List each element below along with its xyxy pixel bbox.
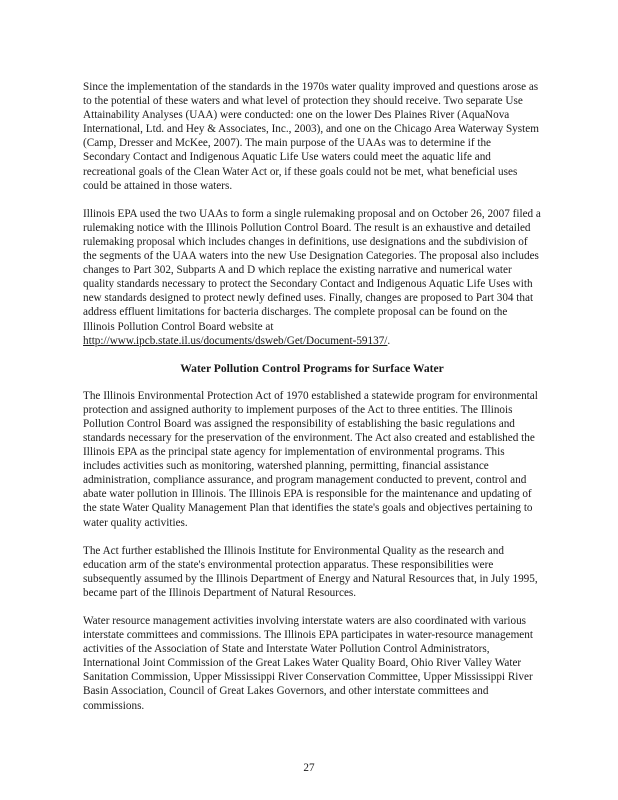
uaa-paragraph: Since the implementation of the standards in the 1970s water quality improved and questions arose as to the potential of these waters and what level of protection they should receive. Two separate Use Attainability Analyses (UAA) were conducted: one on the lower Des Plaines River (AquaNova International, Ltd. and Hey & Associates, Inc., 2003), and one on the Chicago Area Waterway System (Camp, Dresser and McKee, 2007). The main purpose of the UAAs was to determine if the Secondary Contact and Indigenous Aquatic Life Use waters could meet the aquatic life and recreational goals of the Clean Water Act or, if these goals could not be met, what beneficial uses could be attained in those waters.: [83, 81, 539, 192]
rulemaking-end: .: [387, 334, 391, 347]
institute-paragraph: The Act further established the Illinois Institute for Environmental Quality as the research and education arm of the state's environmental protection apparatus. These responsibilities were subsequently assumed by the Illinois Department of Energy and Natural Resources that, in July 1995, became part of the Illinois Department of Natural Resources.: [83, 544, 538, 599]
page-body: [83, 80, 541, 727]
epa-act-paragraph: The Illinois Environmental Protection Act of 1970 established a statewide program for environmental protection and assigned authority to implement purposes of the Act to three entities. The Illinois Pollution Control Board was assigned the responsibility of establishing the basic regulations and standards necessary for the preservation of the environment. The Act also created and established the Illinois EPA as the principal state agency for implementation of environmental programs. This includes activities such as monitoring, watershed planning, permitting, financial assistance administration, compliance assurance, and program management conducted to prevent, control and abate water pollution in Illinois. The Illinois EPA is responsible for the maintenance and updating of the state Water Quality Management Plan that identifies the state's goals and objectives pertaining to water quality activities.: [83, 389, 538, 529]
section-heading: Water Pollution Control Programs for Surface Water: [180, 361, 444, 375]
rulemaking-text: Illinois EPA used the two UAAs to form a single rulemaking proposal and on October 26, 2007 filed a rulemaking notice with the Illinois Pollution Control Board. The result is an exhaustive and detailed rulemaking proposal which includes changes in definitions, use designations and the subdivision of the segments of the UAA waters into the new Use Designation Categories. The proposal also includes changes to Part 302, Subparts A and D which replace the existing narrative and numerical water quality standards necessary to protect the Secondary Contact and Indigenous Aquatic Life Uses with new standards designed to protect newly defined uses. Finally, changes are proposed to Part 304 that address effluent limitations for bacteria discharges. The complete proposal can be found on the Illinois Pollution Control Board website at: [83, 207, 541, 333]
page-number: 27: [303, 762, 315, 774]
ipcb-document-link[interactable]: http://www.ipcb.state.il.us/documents/dsweb/Get/Document-59137/: [83, 334, 388, 347]
interstate-paragraph: Water resource management activities involving interstate waters are also coordinated with various interstate committees and commissions. The Illinois EPA participates in water-resource management activities of the Association of State and Interstate Water Pollution Control Administrators, International Joint Commission of the Great Lakes Water Quality Board, Ohio River Valley Water Sanitation Commission, Upper Mississippi River Conservation Committee, Upper Mississippi River Basin Association, Council of Great Lakes Governors, and other interstate committees and commissions.: [83, 615, 533, 712]
rulemaking-paragraph: [83, 207, 541, 348]
